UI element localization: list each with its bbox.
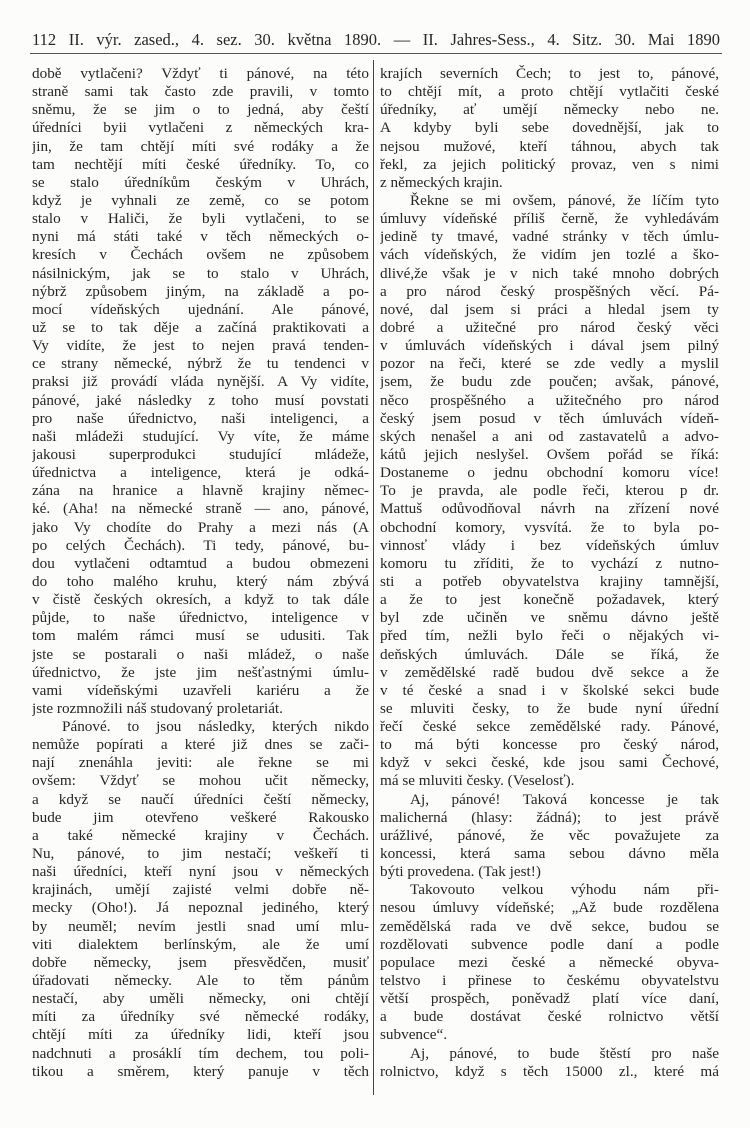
- text-line: v úmluvách vídeňských i dával jsem pilný: [380, 337, 719, 355]
- text-line: Dostaneme o jednu obchodní komoru více!: [380, 464, 719, 482]
- text-line: a bude dostávat české rolnictvo větší: [380, 1008, 719, 1026]
- text-line: z německých krajin.: [380, 173, 503, 191]
- text-line: mocí vídeňských ujednání. Ale pánové,: [32, 300, 369, 318]
- text-line: býti provedena. (Tak jest!): [380, 863, 541, 881]
- text-line: úředníky, ať umějí německy nebo ne.: [380, 101, 719, 119]
- text-line: se mluviti česky, to že bude nyní úřední: [380, 699, 719, 717]
- text-line: nesou úmluvy vídeňské; „Až bude rozdělena: [380, 899, 719, 917]
- text-line: zemědělská rada ve dvě sekce, budou se: [380, 917, 719, 935]
- text-line: zána na hranice a hlavně krajiny němec-: [32, 482, 369, 500]
- text-line: úředníci byii vytlačeni z německých kra-: [32, 119, 369, 137]
- text-line: naši mládeži studující. Vy víte, že máme: [32, 427, 369, 445]
- text-line: Aj, pánové, to bude štěstí pro naše: [410, 1044, 719, 1062]
- text-line: vinnosť vlády i bez vídeňských úmluv: [380, 536, 719, 554]
- text-line: nemůže popírati a které již dnes se zači-: [32, 736, 369, 754]
- text-line: Aj, pánové! Taková koncesse je tak: [410, 790, 719, 808]
- text-line: nyni má státi také v těch německých o-: [32, 228, 369, 246]
- text-line: něco prospěšného a užitečného pro národ: [380, 391, 719, 409]
- text-line: řekl, za jejich politický provaz, ven s nimi: [380, 155, 719, 173]
- text-line: Vy vidíte, že jest to nejen pravá tenden-: [32, 337, 369, 355]
- text-line: Nu, pánové, to jim nestačí; veškeří ti: [32, 845, 369, 863]
- right-column: [380, 65, 719, 1081]
- text-line: jako Vy chodíte do Prahy a mezi nás (A: [32, 518, 369, 536]
- text-line: nové, dal jsem si práci a hledal jsem ty: [380, 300, 719, 318]
- text-line: komoru tu zříditi, že to vychází z nutno-: [380, 554, 719, 572]
- text-line: v čistě českých okresích, a když to tak dále: [32, 591, 369, 609]
- text-line: nestačí, aby uměli německy, oni chtějí: [32, 990, 369, 1008]
- text-line: to má býti koncesse pro český národ,: [380, 736, 719, 754]
- text-line: Takovouto velkou výhodu nám při-: [410, 881, 719, 899]
- text-line: kátů jejich neslyšel. Ovšem pořád se říká:: [380, 445, 719, 463]
- text-line: A kdyby byli sebe dovednější, jak to: [380, 119, 719, 137]
- text-line: se stalo úředníkům českým v Uhrách,: [32, 173, 369, 191]
- text-line: ských nenašel a ani od zastavatelů a advo-: [380, 427, 719, 445]
- text-line: rozdělovati subvence podle daní a podle: [380, 935, 719, 953]
- text-line: jsem, že budu zde poučen; avšak, pánové,: [380, 373, 719, 391]
- text-line: před tím, nežli bylo řeči o nějakých vi-: [380, 627, 719, 645]
- text-line: nadchnuti a prosáklí tím dechem, tou poli-: [32, 1044, 369, 1062]
- text-line: dobře německy, jsem přesvědčen, musiť: [32, 953, 369, 971]
- text-line: úmluvy vídeňské příliš černě, že vyhledávám: [380, 210, 719, 228]
- text-line: po celých Čechách). Ti tedy, pánové, bu-: [32, 536, 369, 554]
- text-line: populace mezi české a německé obyva-: [380, 953, 719, 971]
- text-line: a také německé krajiny v Čechách.: [32, 826, 369, 844]
- text-line: Mattuš odůvodňoval návrh na zřízení nové: [380, 500, 719, 518]
- text-line: stalo v Haliči, že byli vytlačeni, to se: [32, 210, 369, 228]
- column-divider: [373, 60, 374, 1095]
- text-line: tam nechtějí míti české úředníky. To, co: [32, 155, 369, 173]
- text-line: řečí české sekce zemědělské rady. Pánové,: [380, 718, 719, 736]
- text-line: urážlivé, pánové, že věc považujete za: [380, 826, 719, 844]
- text-line: ké. (Aha! na německé straně — ano, pánové,: [32, 500, 369, 518]
- text-line: Řekne se mi ovšem, pánové, že líčím tyto: [410, 191, 719, 209]
- text-line: když je vyhnali ze země, co se potom: [32, 191, 369, 209]
- text-line: a že to jest konečně požadavek, který: [380, 591, 719, 609]
- text-line: vami vídeňskými uzavřeli kariéru a že: [32, 681, 369, 699]
- text-line: malicherná (hlasy: žádná); to jest právě: [380, 808, 719, 826]
- text-line: má se mluviti česky. (Veselosť).: [380, 772, 575, 790]
- text-line: úřadovati německy. Ale to těm pánům: [32, 972, 369, 990]
- text-line: kresích v Čechách ovšem ne způsobem: [32, 246, 369, 264]
- text-line: koncessi, která sama sebou dávno měla: [380, 845, 719, 863]
- text-line: pozor na řeči, které se zde vedly a myslil: [380, 355, 719, 373]
- text-line: mecky (Oho!). Já nepoznal jediného, který: [32, 899, 369, 917]
- text-line: půjde, to naše úřednictvo, inteligence v: [32, 609, 369, 627]
- text-line: v zemědělské radě budou dvě sekce a že: [380, 663, 719, 681]
- text-line: viti dialektem berlínským, ale že umí: [32, 935, 369, 953]
- text-line: krajinách, umějí zajisté velmi dobře ně-: [32, 881, 369, 899]
- text-line: dobré a užitečné pro národ český věci: [380, 318, 719, 336]
- text-line: nejsou mužové, kteří táhnou, abych tak: [380, 137, 719, 155]
- left-column: [32, 65, 369, 1081]
- text-line: sněmu, že se jim o to jedná, aby čeští: [32, 101, 369, 119]
- text-line: úřednictvo, že jste jim nešťastnými úmlu-: [32, 663, 369, 681]
- text-line: deňských úmluvách. Dále se říká, že: [380, 645, 719, 663]
- text-line: úřednictva a inteligence, která je odká-: [32, 464, 369, 482]
- text-line: bude jim otevřeno veškeré Rakousko: [32, 808, 369, 826]
- text-line: jste se postarali o naši mládež, o naše: [32, 645, 369, 663]
- text-line: v té české a snad i v školské sekci bude: [380, 681, 719, 699]
- text-line: tikou a směrem, který panuje v těch: [32, 1062, 369, 1080]
- text-line: straně sami tak často zde pravili, v tomto: [32, 83, 369, 101]
- text-line: a když se naučí úředníci čeští německy,: [32, 790, 369, 808]
- text-line: nají znenáhla jeviti: ale řekne se mi: [32, 754, 369, 772]
- text-line: míti za úředníky své německé rodáky,: [32, 1008, 369, 1026]
- text-line: to chtějí mít, a proto chtějí vytlačiti české: [380, 83, 719, 101]
- text-line: jakousi superprodukci studující mládeže,: [32, 445, 369, 463]
- text-line: násilnickým, jak se to stalo v Uhrách,: [32, 264, 369, 282]
- text-line: ovšem: Vždyť se mohou učit německy,: [32, 772, 369, 790]
- text-line: český jsem posud v těch úmluvách vídeň-: [380, 409, 719, 427]
- text-line: telstvo i přinese to českému obyvatelstvu: [380, 972, 719, 990]
- text-line: krajích severních Čech; to jest to, pánové,: [380, 65, 719, 82]
- text-line: do toho malého kruhu, který nám zbývá: [32, 572, 369, 590]
- text-line: větší prospěch, poněvadž platí více daní,: [380, 990, 719, 1008]
- text-line: pro naše úřednictvo, naši inteligenci, a: [32, 409, 369, 427]
- text-line: už se to tak děje a začíná praktikovati a: [32, 318, 369, 336]
- text-line: nýbrž způsobem jiným, na základě a po-: [32, 282, 369, 300]
- text-line: To je pravda, ale podle řeči, kterou p dr.: [380, 482, 719, 500]
- text-line: ce strany německé, nýbrž že tu tendenci v: [32, 355, 369, 373]
- text-line: tom malém rámci musí se udusiti. Tak: [32, 627, 369, 645]
- text-line: Pánové. to jsou následky, kterých nikdo: [62, 718, 369, 736]
- text-line: dou vytlačeni odtamtud a budou obmezeni: [32, 554, 369, 572]
- page-header: 112 II. výr. zased., 4. sez. 30. května 1890. — II. Jahres-Sess., 4. Sitz. 30. Mai 1890: [32, 30, 720, 49]
- header-rule: [30, 53, 722, 54]
- text-line: chtějí míti za úředníky lidi, kteří jsou: [32, 1026, 369, 1044]
- text-line: naši úředníci, kteří nyní jsou v německých: [32, 863, 369, 881]
- text-line: době vytlačeni? Vždyť ti pánové, na této: [32, 65, 369, 82]
- text-line: jin, že tam chtějí míti své rodáky a že: [32, 137, 369, 155]
- text-line: jste rozmnožili náš studovaný proletariát.: [32, 699, 283, 717]
- text-line: sti a potřeb obyvatelstva krajiny tamnější,: [380, 572, 719, 590]
- text-line: rolnictvo, když s těch 15000 zl., které má: [380, 1062, 719, 1080]
- text-line: byl zde učiněn ve sněmu dávno ještě: [380, 609, 719, 627]
- text-line: jedině ty tmavé, vadné stránky v těch úmlu-: [380, 228, 719, 246]
- text-line: subvence“.: [380, 1026, 448, 1044]
- text-line: a pro národ český prospěšných věcí. Pá-: [380, 282, 719, 300]
- text-line: praksi již provádí vláda nynější. A Vy vidíte,: [32, 373, 369, 391]
- text-line: pánové, jaké následky z toho musí povstati: [32, 391, 369, 409]
- text-line: by neuměl; nevím jestli snad umí mlu-: [32, 917, 369, 935]
- text-line: dlivé,že však je v nich také mnoho dobrých: [380, 264, 719, 282]
- text-line: obchodní komory, vysvítá. že to byla po-: [380, 518, 719, 536]
- text-line: vách vídeňských, že vidím jen tozlé a ško-: [380, 246, 719, 264]
- text-line: když v sekci české, kde jsou sami Čechové,: [380, 754, 719, 772]
